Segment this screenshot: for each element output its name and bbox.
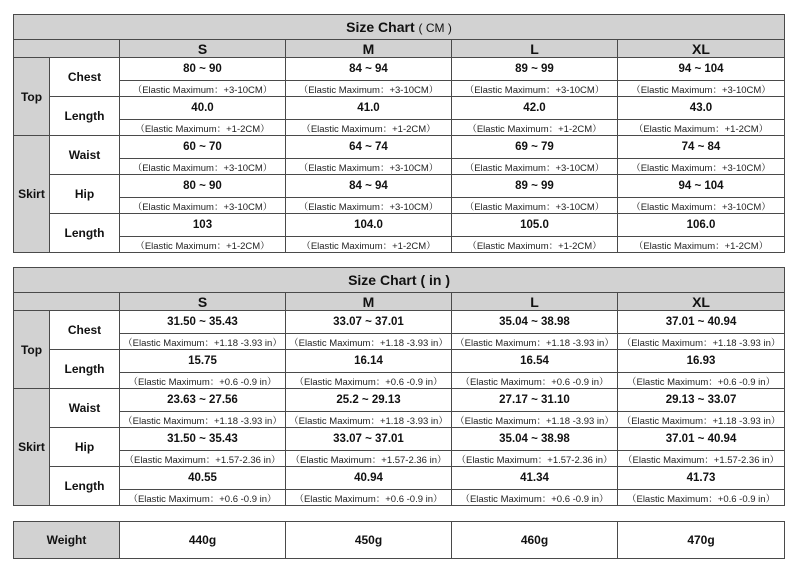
measure-label: Hip: [50, 175, 120, 214]
elastic-note: （Elastic Maximum：+3-10CM）: [120, 159, 286, 175]
elastic-note: （Elastic Maximum：+3-10CM）: [618, 159, 785, 175]
elastic-note: （Elastic Maximum：+1.57-2.36 in）: [286, 451, 452, 467]
group-label-skirt: Skirt: [14, 136, 50, 253]
header-blank: [14, 293, 120, 311]
header-blank: [14, 40, 120, 58]
measure-label: Waist: [50, 389, 120, 428]
elastic-note: （Elastic Maximum：+3-10CM）: [286, 81, 452, 97]
value-cell: 15.75: [120, 350, 286, 373]
value-cell: 29.13 ~ 33.07: [618, 389, 785, 412]
value-cell: 35.04 ~ 38.98: [452, 311, 618, 334]
elastic-note: （Elastic Maximum：+1-2CM）: [286, 237, 452, 253]
value-cell: 16.14: [286, 350, 452, 373]
measure-label: Length: [50, 214, 120, 253]
value-cell: 16.93: [618, 350, 785, 373]
measure-label: Waist: [50, 136, 120, 175]
value-cell: 89 ~ 99: [452, 58, 618, 81]
chart-title: [14, 15, 785, 40]
value-cell: 40.55: [120, 467, 286, 490]
elastic-note: （Elastic Maximum：+1.18 -3.93 in）: [120, 412, 286, 428]
size-header: XL: [618, 40, 785, 58]
group-label-skirt: Skirt: [14, 389, 50, 506]
value-cell: 84 ~ 94: [286, 58, 452, 81]
size-chart-cm: [13, 14, 785, 253]
measure-label: Hip: [50, 428, 120, 467]
elastic-note: （Elastic Maximum：+0.6 -0.9 in）: [120, 373, 286, 389]
value-cell: 103: [120, 214, 286, 237]
elastic-note: （Elastic Maximum：+3-10CM）: [452, 159, 618, 175]
size-header: M: [286, 40, 452, 58]
value-cell: 69 ~ 79: [452, 136, 618, 159]
weight-label: Weight: [14, 522, 120, 559]
value-cell: 105.0: [452, 214, 618, 237]
value-cell: 80 ~ 90: [120, 175, 286, 198]
elastic-note: （Elastic Maximum：+1-2CM）: [452, 120, 618, 136]
elastic-note: （Elastic Maximum：+1-2CM）: [618, 120, 785, 136]
elastic-note: （Elastic Maximum：+3-10CM）: [452, 198, 618, 214]
elastic-note: （Elastic Maximum：+1.57-2.36 in）: [618, 451, 785, 467]
value-cell: 27.17 ~ 31.10: [452, 389, 618, 412]
elastic-note: （Elastic Maximum：+3-10CM）: [120, 198, 286, 214]
value-cell: 16.54: [452, 350, 618, 373]
elastic-note: （Elastic Maximum：+0.6 -0.9 in）: [286, 490, 452, 506]
value-cell: 37.01 ~ 40.94: [618, 311, 785, 334]
value-cell: 84 ~ 94: [286, 175, 452, 198]
elastic-note: （Elastic Maximum：+1.18 -3.93 in）: [618, 412, 785, 428]
value-cell: 104.0: [286, 214, 452, 237]
elastic-note: （Elastic Maximum：+3-10CM）: [286, 198, 452, 214]
elastic-note: （Elastic Maximum：+0.6 -0.9 in）: [452, 490, 618, 506]
value-cell: 41.0: [286, 97, 452, 120]
value-cell: 42.0: [452, 97, 618, 120]
size-header: XL: [618, 293, 785, 311]
value-cell: 41.34: [452, 467, 618, 490]
value-cell: 94 ~ 104: [618, 58, 785, 81]
elastic-note: （Elastic Maximum：+1-2CM）: [120, 237, 286, 253]
value-cell: 40.0: [120, 97, 286, 120]
elastic-note: （Elastic Maximum：+3-10CM）: [618, 198, 785, 214]
value-cell: 35.04 ~ 38.98: [452, 428, 618, 451]
weight-value: 450g: [286, 522, 452, 559]
chart-title: [14, 268, 785, 293]
elastic-note: （Elastic Maximum：+0.6 -0.9 in）: [618, 490, 785, 506]
size-header: S: [120, 293, 286, 311]
size-chart-inch: [13, 267, 785, 506]
elastic-note: （Elastic Maximum：+1-2CM）: [452, 237, 618, 253]
value-cell: 74 ~ 84: [618, 136, 785, 159]
elastic-note: （Elastic Maximum：+1-2CM）: [618, 237, 785, 253]
value-cell: 33.07 ~ 37.01: [286, 311, 452, 334]
value-cell: 60 ~ 70: [120, 136, 286, 159]
chart-title-text: Size Chart: [346, 19, 415, 35]
value-cell: 106.0: [618, 214, 785, 237]
elastic-note: （Elastic Maximum：+1.18 -3.93 in）: [452, 334, 618, 350]
elastic-note: （Elastic Maximum：+1-2CM）: [286, 120, 452, 136]
measure-label: Length: [50, 97, 120, 136]
value-cell: 94 ~ 104: [618, 175, 785, 198]
elastic-note: （Elastic Maximum：+1.18 -3.93 in）: [452, 412, 618, 428]
elastic-note: （Elastic Maximum：+0.6 -0.9 in）: [618, 373, 785, 389]
value-cell: 40.94: [286, 467, 452, 490]
value-cell: 41.73: [618, 467, 785, 490]
value-cell: 37.01 ~ 40.94: [618, 428, 785, 451]
weight-table: [13, 521, 785, 559]
elastic-note: （Elastic Maximum：+1.18 -3.93 in）: [286, 412, 452, 428]
measure-label: Length: [50, 467, 120, 506]
elastic-note: （Elastic Maximum：+3-10CM）: [618, 81, 785, 97]
size-header: S: [120, 40, 286, 58]
elastic-note: （Elastic Maximum：+3-10CM）: [286, 159, 452, 175]
elastic-note: （Elastic Maximum：+1.18 -3.93 in）: [120, 334, 286, 350]
group-label-top: Top: [14, 311, 50, 389]
weight-value: 460g: [452, 522, 618, 559]
elastic-note: （Elastic Maximum：+0.6 -0.9 in）: [120, 490, 286, 506]
chart-unit: ( CM ): [418, 21, 452, 35]
size-header: L: [452, 40, 618, 58]
value-cell: 80 ~ 90: [120, 58, 286, 81]
chart-title-text: Size Chart: [348, 272, 417, 288]
size-header: M: [286, 293, 452, 311]
elastic-note: （Elastic Maximum：+1.57-2.36 in）: [452, 451, 618, 467]
elastic-note: （Elastic Maximum：+1.18 -3.93 in）: [286, 334, 452, 350]
elastic-note: （Elastic Maximum：+0.6 -0.9 in）: [452, 373, 618, 389]
value-cell: 31.50 ~ 35.43: [120, 311, 286, 334]
weight-value: 470g: [618, 522, 785, 559]
elastic-note: （Elastic Maximum：+1.18 -3.93 in）: [618, 334, 785, 350]
measure-label: Length: [50, 350, 120, 389]
elastic-note: （Elastic Maximum：+1-2CM）: [120, 120, 286, 136]
value-cell: 33.07 ~ 37.01: [286, 428, 452, 451]
chart-unit: ( in ): [420, 272, 450, 288]
elastic-note: （Elastic Maximum：+1.57-2.36 in）: [120, 451, 286, 467]
measure-label: Chest: [50, 58, 120, 97]
elastic-note: （Elastic Maximum：+3-10CM）: [452, 81, 618, 97]
size-header: L: [452, 293, 618, 311]
weight-value: 440g: [120, 522, 286, 559]
value-cell: 43.0: [618, 97, 785, 120]
elastic-note: （Elastic Maximum：+3-10CM）: [120, 81, 286, 97]
elastic-note: （Elastic Maximum：+0.6 -0.9 in）: [286, 373, 452, 389]
value-cell: 89 ~ 99: [452, 175, 618, 198]
group-label-top: Top: [14, 58, 50, 136]
value-cell: 31.50 ~ 35.43: [120, 428, 286, 451]
value-cell: 23.63 ~ 27.56: [120, 389, 286, 412]
value-cell: 64 ~ 74: [286, 136, 452, 159]
value-cell: 25.2 ~ 29.13: [286, 389, 452, 412]
measure-label: Chest: [50, 311, 120, 350]
